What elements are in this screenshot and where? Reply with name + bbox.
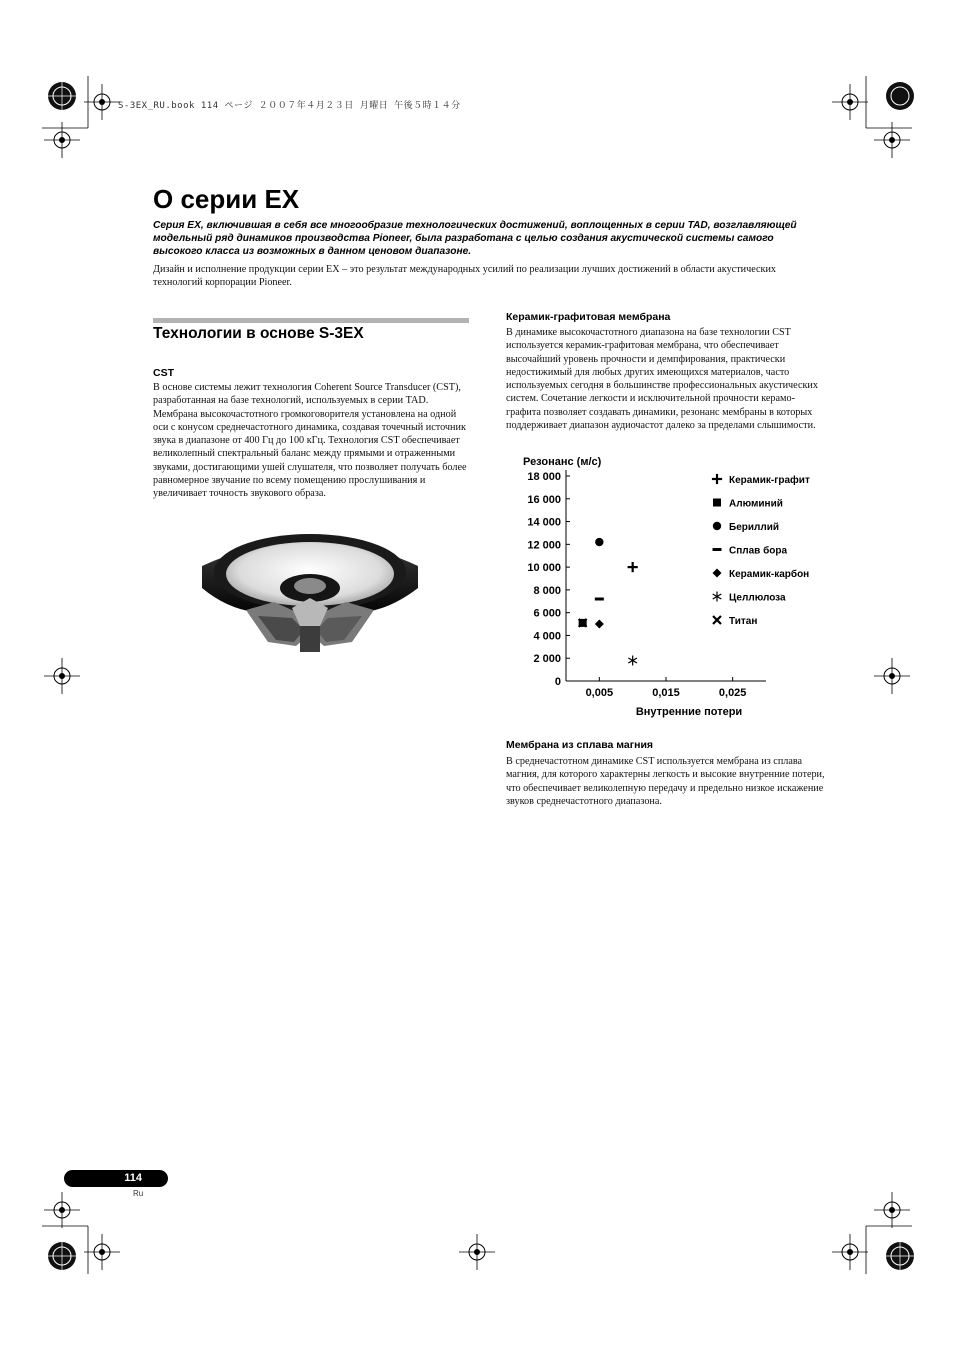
y-tick-label: 8 000 <box>533 584 561 597</box>
registration-mark-icon <box>82 82 122 122</box>
registration-mark-icon <box>42 656 82 696</box>
legend-marker-dash <box>713 548 722 551</box>
registration-mark-icon <box>82 1232 122 1272</box>
ceramic-body-text: В динамике высокочастотного диапазона на базе технологии CST используется керамик-графитовая мембрана, что обеспечивает высочайший уровень прочности и демпфирования, практически недостижимый для любых других имеющихся материалов, часто используемых сегодня в большинстве профессиональных акустических систем. Сочетание легкости и исключительной прочности керамо-графита позволяет создавать динамики, резонанс мембраны в которых поддерживает диапазон аудиочастот далеко за пределами слышимости. <box>506 327 818 432</box>
target-mark-icon <box>42 76 82 116</box>
x-tick-label: 0,015 <box>652 687 680 699</box>
page-title: О серии EX <box>153 184 300 214</box>
registration-mark-icon <box>42 1190 82 1230</box>
x-axis <box>566 677 766 699</box>
registration-mark-icon <box>830 82 870 122</box>
y-tick-label: 0 <box>554 676 561 688</box>
legend-label: Бериллий <box>729 522 780 533</box>
resonance-loss-chart <box>506 450 826 722</box>
registration-mark-icon <box>830 1232 870 1272</box>
legend-marker-asterisk <box>713 592 722 602</box>
legend-label: Керамик-карбон <box>729 569 810 580</box>
intro-lead-text: Серия EX, включившая в себя все многообразие технологических достижений, воплощенных в серии TAD, возглавляющей модельный ряд динамиков производства Pioneer, была разработана с целью создания акустической системы самого высокого класса из возможных в данном ценовом диапазоне. <box>153 220 797 257</box>
registration-mark-icon <box>42 120 82 160</box>
legend-label: Керамик-графит <box>729 475 810 486</box>
data-point-plus <box>629 563 637 571</box>
y-tick-label: 18 000 <box>527 471 561 483</box>
data-point-dash <box>595 598 604 601</box>
registration-mark-icon <box>457 1232 497 1272</box>
data-point-asterisk <box>628 656 637 666</box>
registration-mark-icon <box>872 656 912 696</box>
registration-mark-icon <box>872 120 912 160</box>
legend-marker-diamond <box>713 569 722 578</box>
section-divider <box>153 318 469 323</box>
legend-label: Целлюлоза <box>729 592 786 604</box>
y-tick-label: 4 000 <box>533 630 561 643</box>
ceramic-heading: Керамик-графитовая мембрана <box>506 311 671 323</box>
x-tick-label: 0,005 <box>585 687 614 699</box>
speaker-cutaway-illustration <box>196 522 424 662</box>
target-mark-icon <box>880 1236 920 1276</box>
target-mark-icon <box>880 76 920 116</box>
page-number-badge: 114 <box>64 1170 168 1187</box>
legend-marker-square <box>713 499 721 507</box>
cst-heading: CST <box>153 367 174 379</box>
legend-marker-circle <box>713 522 721 530</box>
x-axis-label: Внутренние потери <box>635 706 743 718</box>
magnesium-heading: Мембрана из сплава магния <box>506 739 654 751</box>
y-axis-label: Резонанс (м/с) <box>523 456 602 468</box>
data-point-circle <box>595 538 603 546</box>
y-tick-label: 10 000 <box>527 562 561 575</box>
legend-label: Алюминий <box>729 498 783 510</box>
intro-body-text: Дизайн и исполнение продукции серии EX – это результат международных усилий по реализации лучших достижений в области акустических технологий корпорации Pioneer. <box>153 264 777 289</box>
y-tick-label: 2 000 <box>533 653 561 666</box>
legend <box>713 474 810 627</box>
legend-label: Сплав бора <box>729 545 788 557</box>
y-tick-label: 16 000 <box>527 493 561 506</box>
legend-label: Титан <box>729 616 758 627</box>
print-header-line: S-3EX_RU.book 114 ページ ２００７年４月２３日 月曜日 午後５時１４分 <box>118 101 461 111</box>
target-mark-icon <box>42 1236 82 1276</box>
y-tick-label: 12 000 <box>527 539 561 552</box>
y-axis <box>527 470 570 688</box>
language-code: Ru <box>133 1189 144 1198</box>
registration-mark-icon <box>872 1190 912 1230</box>
legend-marker-plus <box>713 475 721 483</box>
data-points <box>579 538 637 666</box>
y-tick-label: 6 000 <box>533 607 561 620</box>
data-point-diamond <box>595 620 604 629</box>
section-title: Технологии в основе S-3EX <box>153 325 364 342</box>
legend-marker-cross <box>714 617 720 623</box>
y-tick-label: 14 000 <box>527 516 561 529</box>
cst-body-text: В основе системы лежит технология Coherent Source Transducer (CST), разработанная на базе технологий, используемых в серии TAD. Мембрана высокочастотного громкоговорителя установлена на одной оси с конусом среднечастотного динамика, создавая точечный источник звука в диапазоне от 400 Гц до 100 кГц. Технология CST обеспечивает великолепный спектральный баланс между прямыми и отраженными звуками, достигающими ушей слушателя, что позволяет получать более равномерное звучание по всему помещению прослушивания и увеличивает точность звукового образа. <box>153 382 467 500</box>
x-tick-label: 0,025 <box>718 687 747 699</box>
magnesium-body-text: В среднечастотном динамике CST используется мембрана из сплава магния, для которого характерны легкость и высокие внутренние потери, что обеспечивает великолепную передачу и предельно низкое искажение звуков среднечастотного диапазона. <box>506 756 825 807</box>
